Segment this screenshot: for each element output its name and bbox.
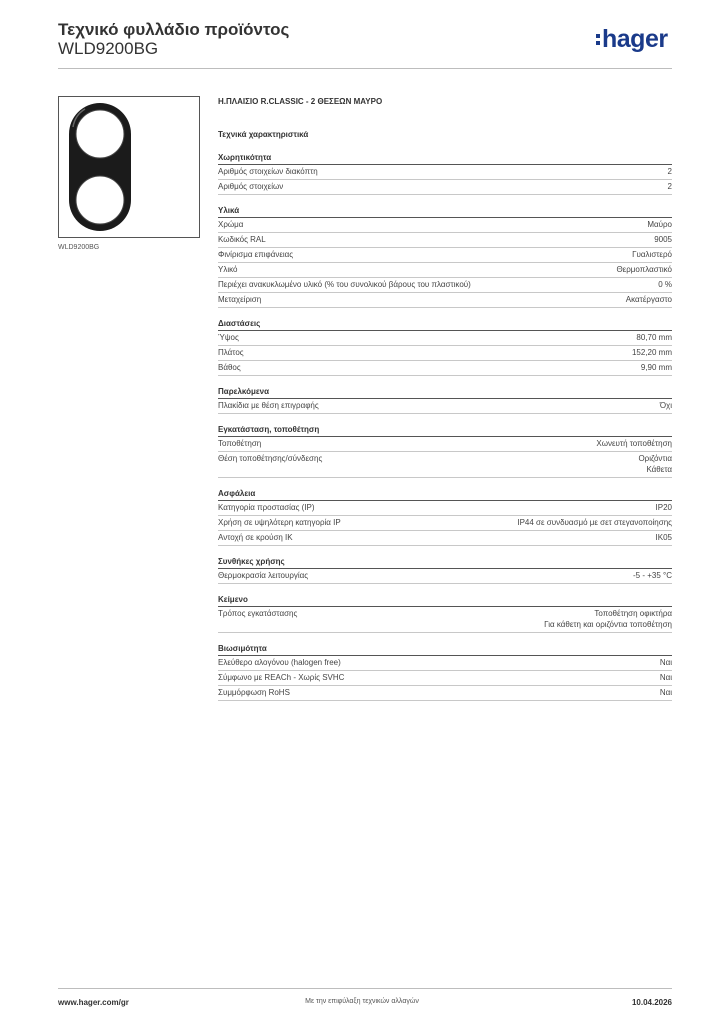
- spec-label: Μεταχείριση: [218, 295, 262, 304]
- spec-value: 152,20 mm: [631, 348, 672, 357]
- spec-section: [218, 488, 672, 546]
- spec-label: Αντοχή σε κρούση IK: [218, 533, 293, 542]
- spec-value: 9,90 mm: [640, 363, 672, 372]
- spec-label: Τοποθέτηση: [218, 439, 262, 448]
- spec-section: [218, 424, 672, 478]
- document-title: Τεχνικό φυλλάδιο προϊόντος: [58, 20, 290, 39]
- spec-section: [218, 643, 672, 701]
- spec-value: Γυαλιστερό: [632, 250, 672, 259]
- section-title: Διαστάσεις: [218, 318, 672, 331]
- spec-value: Τοποθέτηση οφικτήρα Για κάθετη και οριζόντια τοποθέτηση: [544, 609, 672, 629]
- spec-row: [218, 218, 672, 233]
- spec-section: [218, 152, 672, 195]
- spec-row: [218, 501, 672, 516]
- spec-value: IP44 σε συνδυασμό με σετ στεγανοποίησης: [517, 518, 672, 527]
- spec-label: Αριθμός στοιχείων διακόπτη: [218, 167, 318, 176]
- spec-value: Χωνευτή τοποθέτηση: [596, 439, 672, 448]
- spec-value: Οριζόντια Κάθετα: [638, 454, 672, 474]
- spec-row: [218, 531, 672, 546]
- spec-label: Κατηγορία προστασίας (IP): [218, 503, 315, 512]
- spec-label: Κωδικός RAL: [218, 235, 266, 244]
- spec-value: Θερμοπλαστικό: [616, 265, 672, 274]
- spec-row: [218, 452, 672, 478]
- spec-value: Όχι: [659, 401, 672, 410]
- hager-logo: [596, 25, 676, 56]
- header-divider: [58, 68, 672, 69]
- spec-label: Βάθος: [218, 363, 241, 372]
- section-title: Παρελκόμενα: [218, 386, 672, 399]
- spec-row: [218, 399, 672, 414]
- spec-row: [218, 437, 672, 452]
- tech-specs-heading: Τεχνικά χαρακτηριστικά: [218, 130, 309, 139]
- section-title: Βιωσιμότητα: [218, 643, 672, 656]
- logo-text: hager: [602, 25, 668, 53]
- spec-label: Πλακίδια με θέση επιγραφής: [218, 401, 319, 410]
- spec-value: Μαύρο: [647, 220, 672, 229]
- spec-section: [218, 556, 672, 584]
- spec-row: [218, 165, 672, 180]
- section-title: Υλικά: [218, 205, 672, 218]
- spec-row: [218, 607, 672, 633]
- section-title: Εγκατάσταση, τοποθέτηση: [218, 424, 672, 437]
- spec-sections: [218, 152, 672, 701]
- footer-note: Με την επιφύλαξη τεχνικών αλλαγών: [305, 998, 419, 1005]
- spec-label: Θέση τοποθέτησης/σύνδεσης: [218, 454, 323, 463]
- spec-label: Περιέχει ανακυκλωμένο υλικό (% του συνολικού βάρους του πλαστικού): [218, 280, 471, 289]
- spec-row: [218, 569, 672, 584]
- spec-section: [218, 318, 672, 376]
- spec-value: IK05: [655, 533, 672, 542]
- footer-divider: [58, 988, 672, 989]
- spec-panel: [218, 96, 672, 701]
- product-name: Η.ΠΛΑΙΣΙΟ R.CLASSIC - 2 ΘΕΣΕΩΝ ΜΑΥΡΟ: [218, 97, 383, 106]
- spec-value: 9005: [654, 235, 672, 244]
- spec-value: 0 %: [658, 280, 672, 289]
- spec-row: [218, 671, 672, 686]
- spec-row: [218, 263, 672, 278]
- spec-value: 80,70 mm: [636, 333, 672, 342]
- spec-row: [218, 686, 672, 701]
- spec-row: [218, 233, 672, 248]
- footer-website[interactable]: www.hager.com/gr: [58, 998, 129, 1007]
- spec-section: [218, 386, 672, 414]
- spec-row: [218, 293, 672, 308]
- spec-value: 2: [667, 167, 672, 176]
- spec-label: Θερμοκρασία λειτουργίας: [218, 571, 309, 580]
- section-title: Συνθήκες χρήσης: [218, 556, 672, 569]
- spec-row: [218, 361, 672, 376]
- section-title: Κείμενο: [218, 594, 672, 607]
- spec-section: [218, 205, 672, 308]
- spec-row: [218, 180, 672, 195]
- double-frame-icon: [59, 97, 199, 237]
- spec-label: Χρήση σε υψηλότερη κατηγορία IP: [218, 518, 341, 527]
- spec-value: -5 - +35 °C: [633, 571, 672, 580]
- spec-row: [218, 331, 672, 346]
- spec-row: [218, 248, 672, 263]
- spec-row: [218, 346, 672, 361]
- spec-label: Χρώμα: [218, 220, 244, 229]
- spec-value: 2: [667, 182, 672, 191]
- footer-date: 10.04.2026: [631, 998, 672, 1007]
- spec-label: Φινίρισμα επιφάνειας: [218, 250, 294, 259]
- spec-label: Πλάτος: [218, 348, 244, 357]
- spec-label: Ύψος: [218, 333, 239, 342]
- spec-label: Τρόπος εγκατάστασης: [218, 609, 298, 618]
- spec-value: Ναι: [659, 688, 672, 697]
- spec-section: [218, 594, 672, 633]
- spec-row: [218, 278, 672, 293]
- product-code: WLD9200BG: [58, 39, 159, 58]
- logo-dots-icon: [596, 34, 601, 48]
- spec-value: Ναι: [659, 658, 672, 667]
- spec-label: Ελεύθερο αλογόνου (halogen free): [218, 658, 341, 667]
- spec-label: Συμμόρφωση RoHS: [218, 688, 290, 697]
- spec-value: Ναι: [659, 673, 672, 682]
- spec-label: Σύμφωνο με REACh - Χωρίς SVHC: [218, 673, 345, 682]
- section-title: Χωρητικότητα: [218, 152, 672, 165]
- spec-label: Υλικό: [218, 265, 238, 274]
- section-title: Ασφάλεια: [218, 488, 672, 501]
- spec-value: IP20: [655, 503, 672, 512]
- product-image: [58, 96, 200, 238]
- spec-value: Ακατέργαστο: [625, 295, 672, 304]
- spec-label: Αριθμός στοιχείων: [218, 182, 284, 191]
- image-caption: WLD9200BG: [58, 244, 100, 251]
- spec-row: [218, 656, 672, 671]
- spec-row: [218, 516, 672, 531]
